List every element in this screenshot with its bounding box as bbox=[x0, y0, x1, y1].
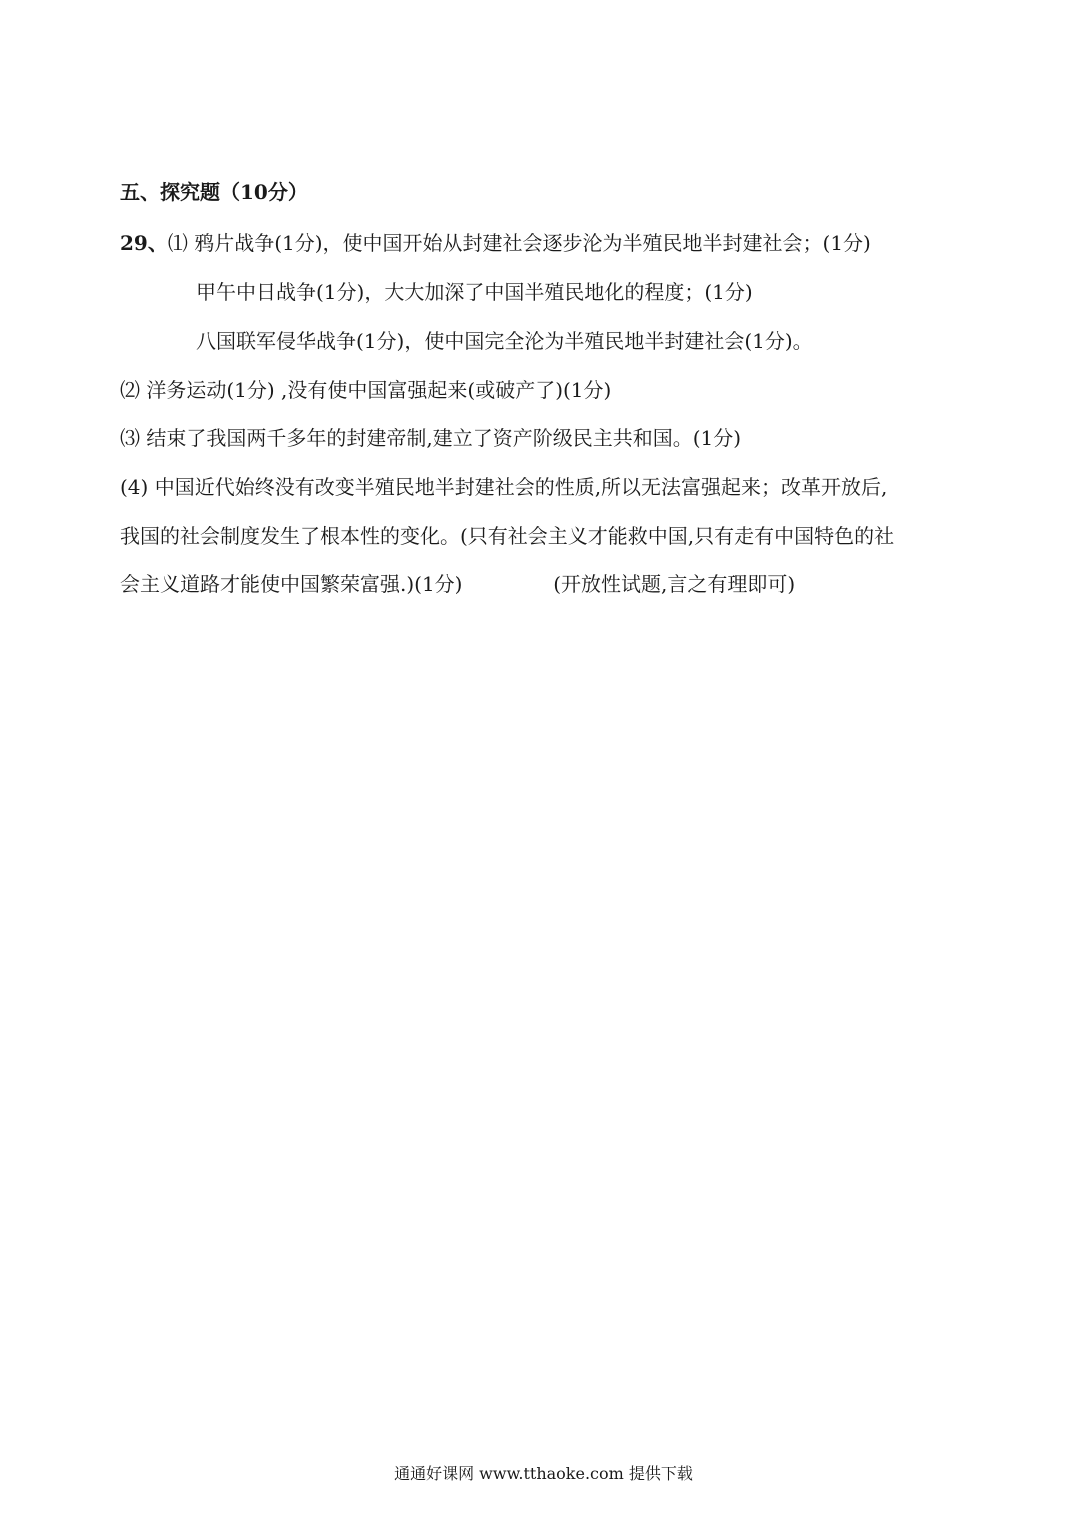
part4-line2-text: 我国的社会制度发生了根本性的变化。(只有社会主义才能救中国,只有走有中国特色的社 bbox=[120, 524, 895, 548]
question-29-part4-line3 bbox=[120, 572, 795, 596]
part2-marker: ⑵ bbox=[120, 378, 140, 402]
part4-marker: (4) bbox=[120, 475, 149, 499]
part1-marker: ⑴ bbox=[167, 231, 188, 255]
part4-line3-text: 会主义道路才能使中国繁荣富强.)(1分) bbox=[120, 572, 463, 596]
part2-text: 洋务运动(1分) ,没有使中国富强起来(或破产了)(1分) bbox=[146, 378, 612, 402]
part3-marker: ⑶ bbox=[120, 426, 140, 450]
question-29-part4-line1 bbox=[120, 475, 887, 499]
part1-line2-text: 甲午中日战争(1分)，大大加深了中国半殖民地化的程度；(1分) bbox=[196, 280, 753, 304]
part4-line1-text: 中国近代始终没有改变半殖民地半封建社会的性质,所以无法富强起来；改革开放后, bbox=[154, 475, 888, 499]
page-footer: 通通好课网 www.tthaoke.com 提供下载 bbox=[394, 1464, 693, 1483]
section-heading: 五、探究题（10分） bbox=[120, 180, 308, 204]
question-number: 29、 bbox=[120, 231, 168, 255]
part3-text: 结束了我国两千多年的封建帝制,建立了资产阶级民主共和国。(1分) bbox=[146, 426, 742, 450]
question-29-part1-line1 bbox=[120, 231, 871, 255]
question-29-part3 bbox=[120, 426, 741, 450]
part1-line1-text: 鸦片战争(1分)，使中国开始从封建社会逐步沦为半殖民地半封建社会；(1分) bbox=[194, 231, 871, 255]
part4-note: (开放性试题,言之有理即可) bbox=[553, 572, 796, 596]
question-29-part2 bbox=[120, 378, 611, 402]
part1-line3-text: 八国联军侵华战争(1分)，使中国完全沦为半殖民地半封建社会(1分)。 bbox=[196, 329, 813, 353]
